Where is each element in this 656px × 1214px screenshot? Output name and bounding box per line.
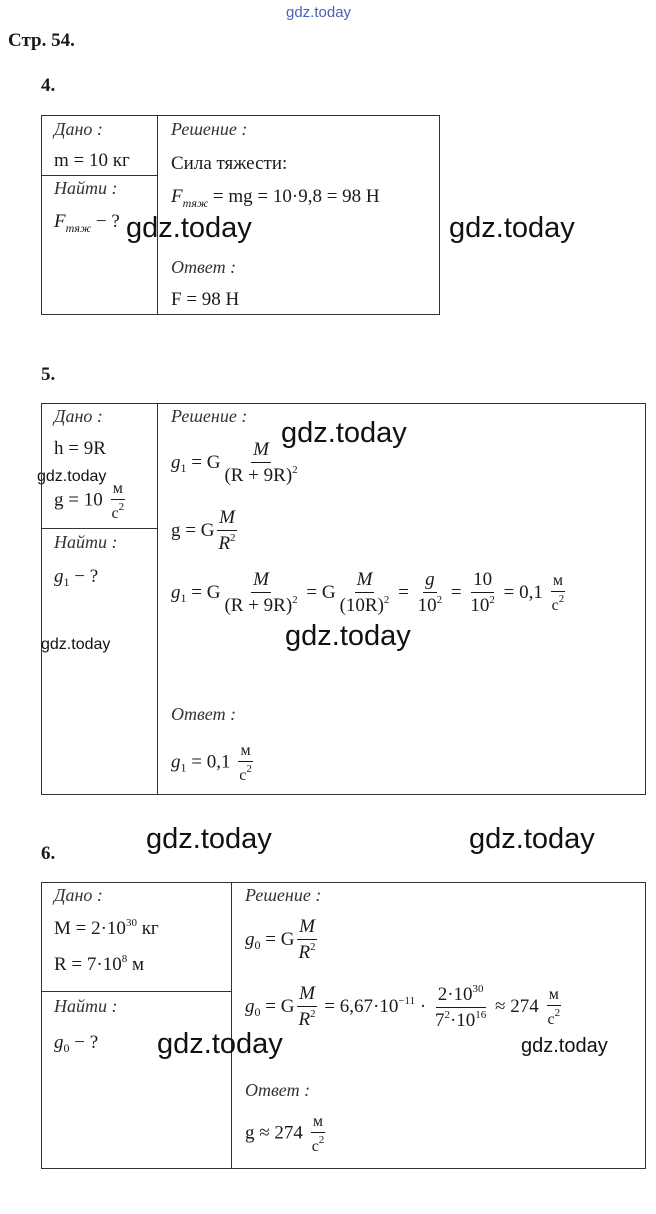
p6-eq2-den-pow: 2 — [310, 1007, 316, 1020]
watermark: gdz.today — [449, 212, 575, 244]
p6-eq1-den — [296, 940, 317, 964]
top-watermark: gdz.today — [286, 4, 352, 21]
eq3-a-num: M — [251, 570, 271, 593]
answer-unit-den — [237, 762, 254, 785]
p6-eq2-result: ≈ 274 — [490, 995, 539, 1017]
p6-eq2-den — [296, 1007, 317, 1031]
problem-4-find-tail: − ? — [91, 211, 120, 232]
p6-eq1-g: g — [245, 928, 255, 950]
eq1-den-pow: 2 — [292, 463, 298, 476]
p6-eq2-unit — [545, 986, 562, 1028]
p6-answer-unit-num: м — [311, 1113, 325, 1133]
eq1-g: g — [171, 451, 181, 473]
problem-5-find — [54, 566, 98, 590]
watermark: gdz.today — [157, 1028, 283, 1060]
page-title: Стр. 54. — [8, 30, 75, 51]
problem-5-given-g-value: g = 10 — [54, 489, 103, 511]
problem-5-solution-label: Решение : — [171, 406, 248, 426]
given-R-pow: 8 — [121, 953, 128, 965]
eq3-unit-den-pow: 2 — [558, 592, 565, 605]
p6-answer-unit-den-base: с — [311, 1137, 319, 1155]
eq3-b-den-pow: 2 — [383, 593, 390, 606]
eq3-c-num: g — [423, 570, 437, 593]
eq3-b-den — [338, 593, 392, 617]
eq3-a-den-base: (R + 9R) — [224, 594, 293, 616]
p6-eq1-num: M — [297, 917, 317, 940]
p6-eq2-pow: −11 — [398, 994, 416, 1007]
problem-6-answer — [245, 1113, 328, 1155]
problem-5-eq3: $g_1 = G$ $\frac{M}{(R + 9R)^2}$ = G $\frac{M}{(10R)^2}$ = $\frac{g}{10^2}$ = $\frac{10}{10^2}$ = 0,1 $\frac{м}{с^2}$ — [171, 569, 565, 616]
answer-unit — [237, 742, 254, 784]
problem-4-find — [54, 211, 120, 236]
eq3-unit — [550, 572, 567, 614]
eq3-eq-g: = G — [186, 581, 221, 603]
answer-unit-den-base: с — [239, 766, 247, 784]
given-M-unit: кг — [136, 918, 159, 939]
problem-6-eq1 — [245, 917, 320, 964]
unit-den-base: с — [111, 504, 119, 522]
problem-5-find-sub: 1 — [63, 575, 70, 589]
big-den-a: 7 — [434, 1009, 445, 1031]
given-M-base: M = 2·10 — [54, 918, 126, 939]
eq3-frac-b — [338, 570, 392, 617]
eq3-d-num: 10 — [471, 570, 494, 593]
answer-unit-num: м — [238, 742, 252, 762]
given-R-base: R = 7·10 — [54, 954, 122, 975]
p6-eq2-den-base: R — [298, 1008, 311, 1030]
p6-eq1-fraction — [296, 917, 317, 964]
problem-4-given-separator — [41, 175, 158, 176]
watermark: gdz.today — [41, 636, 111, 653]
watermark: gdz.today — [469, 823, 595, 855]
problem-4-given-label: Дано : — [54, 119, 103, 139]
eq3-unit-num: м — [551, 572, 565, 592]
problem-5-answer — [171, 742, 256, 784]
problem-5-find-label: Найти : — [54, 532, 118, 552]
problem-4-find-sub: тяж — [65, 221, 92, 235]
problem-5-given-separator — [41, 528, 158, 529]
eq3-d-den-base: 10 — [470, 594, 490, 616]
p6-find-sub: 0 — [63, 1041, 70, 1055]
big-num-base: 2·10 — [437, 984, 473, 1005]
eq3-c-den-base: 10 — [417, 594, 437, 616]
problem-6-eq2: $g_0 = G$ $\frac{M}{R^2}$ = $6,67\cdot 10^{-11}$ · $\frac{2\cdot 10^{30}}{7^2\cdot 10^{16}}$ ≈ 274 $\frac{м}{с^2}$ — [245, 983, 561, 1031]
p6-eq1-g-sub: 0 — [254, 937, 261, 952]
problem-6-answer-label: Ответ : — [245, 1080, 311, 1100]
p6-find-tail: − ? — [69, 1032, 99, 1053]
eq3-c-den — [416, 593, 445, 617]
given-M-pow: 30 — [125, 917, 137, 929]
problem-4-given-mass: m = 10 кг — [54, 150, 130, 171]
p6-eq2-fraction — [296, 984, 317, 1031]
problem-5-given-label: Дано : — [54, 406, 103, 426]
problem-6-find-label: Найти : — [54, 996, 118, 1016]
problem-4-solution-label: Решение : — [171, 119, 248, 139]
problem-5-number: 5. — [41, 364, 56, 385]
problem-6-find — [54, 1032, 98, 1056]
eq3-frac-a — [222, 570, 299, 617]
problem-4-gravity-text: Сила тяжести: — [171, 153, 288, 174]
watermark: gdz.today — [281, 417, 407, 449]
p6-eq2-big-fraction — [433, 983, 488, 1032]
problem-5-given-g — [54, 480, 128, 522]
p6-eq1-rhs: = G — [260, 928, 295, 950]
problem-5-divider — [157, 403, 158, 795]
eq2-den-base: R — [218, 532, 231, 554]
p6-answer-unit — [310, 1113, 327, 1155]
given-R-unit: м — [127, 954, 144, 975]
problem-5-given-g-unit — [109, 480, 126, 522]
problem-4-number: 4. — [41, 75, 56, 96]
p6-eq2-num: M — [297, 984, 317, 1007]
eq3-b-den-base: (10R) — [339, 594, 384, 616]
p6-eq2-big-num — [436, 983, 486, 1008]
p6-answer-value: g ≈ 274 — [245, 1122, 303, 1144]
eq3-g: g — [171, 581, 181, 603]
eq2-den-pow: 2 — [230, 531, 236, 544]
problem-4-eq-lhs: F — [171, 186, 183, 207]
eq2-fraction — [216, 508, 237, 555]
eq3-eq-g2: = G — [301, 581, 336, 603]
eq1-den — [222, 463, 299, 487]
eq2-den — [216, 531, 237, 555]
p6-eq2-g-sub: 0 — [254, 1004, 261, 1019]
big-den-a-pow: 2 — [444, 1008, 450, 1021]
p6-find-symbol: g — [54, 1032, 64, 1053]
answer-g: g — [171, 751, 181, 773]
eq1-den-base: (R + 9R) — [224, 464, 293, 486]
problem-4-answer: F = 98 Н — [171, 289, 240, 310]
problem-4-equation — [171, 186, 380, 211]
watermark: gdz.today — [146, 823, 272, 855]
p6-eq2-g: g — [245, 995, 255, 1017]
eq3-c-den-pow: 2 — [436, 593, 443, 606]
problem-6-solution-label: Решение : — [245, 885, 322, 905]
problem-4-find-symbol: F — [54, 211, 66, 232]
p6-eq1-den-pow: 2 — [310, 940, 316, 953]
problem-6-number: 6. — [41, 843, 56, 864]
eq3-a-den — [222, 593, 299, 617]
problem-4-eq-rhs: = mg = 10·9,8 = 98 Н — [208, 186, 380, 207]
eq3-frac-d — [468, 570, 497, 617]
problem-5-given-h: h = 9R — [54, 438, 106, 459]
problem-5-find-symbol: g — [54, 566, 64, 587]
eq1-g-sub: 1 — [180, 460, 187, 475]
answer-unit-den-pow: 2 — [246, 762, 252, 775]
eq3-a-den-pow: 2 — [292, 593, 298, 606]
unit-den-pow: 2 — [118, 500, 125, 513]
problem-4-answer-label: Ответ : — [171, 257, 237, 277]
answer-value: = 0,1 — [186, 751, 231, 773]
eq3-unit-den-base: с — [551, 596, 559, 614]
watermark: gdz.today — [285, 620, 411, 652]
p6-eq1-den-base: R — [298, 941, 311, 963]
p6-eq2-G: = G — [260, 995, 295, 1017]
p6-eq2-mid: = 6,67·10 — [319, 995, 399, 1017]
watermark: gdz.today — [521, 1035, 608, 1057]
big-den-b-pow: 16 — [475, 1008, 487, 1021]
watermark: gdz.today — [37, 468, 107, 485]
p6-eq2-unit-den-pow: 2 — [554, 1006, 561, 1019]
eq3-g-sub: 1 — [180, 590, 187, 605]
eq3-unit-den — [550, 592, 567, 615]
problem-4-eq-sub: тяж — [182, 196, 209, 210]
p6-answer-unit-den-pow: 2 — [318, 1133, 325, 1146]
eq2-num: M — [217, 508, 237, 531]
unit-denominator — [109, 500, 126, 523]
answer-g-sub: 1 — [180, 760, 187, 775]
eq3-d-den-pow: 2 — [489, 593, 495, 606]
eq3-result: = 0,1 — [498, 581, 543, 603]
eq3-b-num: M — [355, 570, 375, 593]
p6-eq2-big-den — [433, 1008, 488, 1032]
p6-answer-unit-den — [310, 1133, 327, 1156]
big-num-pow: 30 — [472, 983, 484, 995]
unit-numerator: м — [111, 480, 125, 500]
problem-6-given-M — [54, 917, 159, 940]
problem-6-given-R — [54, 953, 144, 976]
watermark: gdz.today — [126, 212, 252, 244]
problem-5-eq2 — [171, 508, 240, 555]
problem-6-divider — [231, 882, 232, 1169]
eq3-d-den — [468, 593, 497, 617]
problem-6-given-label: Дано : — [54, 885, 103, 905]
problem-5-find-tail: − ? — [69, 566, 99, 587]
problem-5-answer-label: Ответ : — [171, 704, 237, 724]
eq1-num: M — [251, 440, 271, 463]
p6-eq2-unit-den-base: с — [547, 1010, 555, 1028]
big-den-b: ·10 — [449, 1009, 476, 1031]
eq3-frac-c — [416, 570, 445, 617]
eq2-lhs: g = G — [171, 519, 215, 541]
p6-eq2-unit-den — [545, 1006, 562, 1029]
p6-eq2-unit-num: м — [547, 986, 561, 1006]
problem-6-given-separator — [41, 991, 232, 992]
eq1-lhs: = G — [186, 451, 221, 473]
problem-4-find-label: Найти : — [54, 178, 118, 198]
